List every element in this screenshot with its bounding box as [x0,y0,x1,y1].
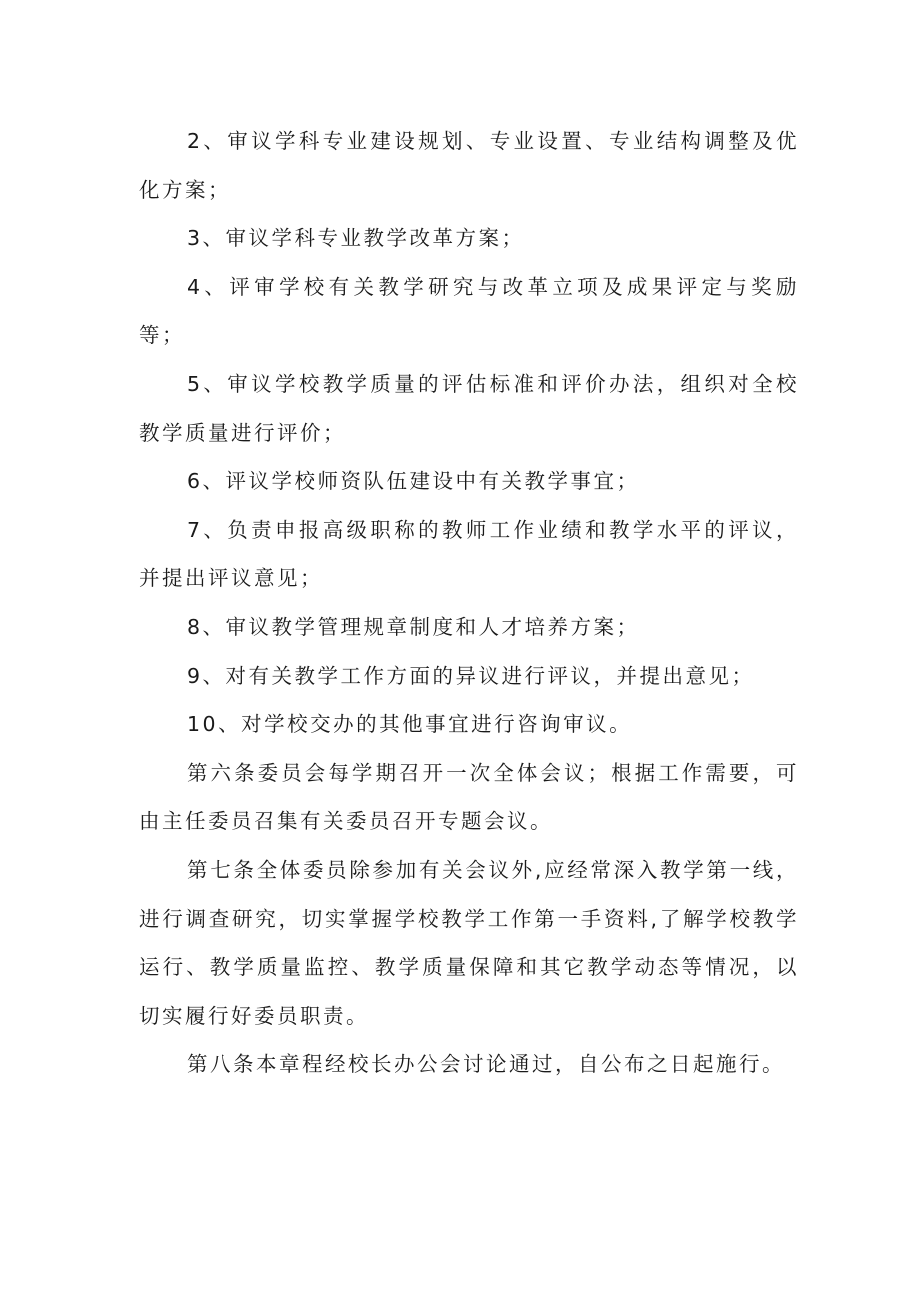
document-body [139,117,799,1089]
paragraph-item-2: 2、审议学科专业建设规划、专业设置、专业结构调整及优化方案； [139,129,799,202]
paragraph-item-6: 6、评议学校师资队伍建设中有关教学事宜； [187,469,640,494]
paragraph-article-8: 第八条本章程经校长办公会讨论通过，自公布之日起施行。 [187,1052,785,1077]
paragraph-article-7: 第七条全体委员除参加有关会议外,应经常深入教学第一线，进行调查研究，切实掌握学校教学工作第一手资料,了解学校教学运行、教学质量监控、教学质量保障和其它教学动态等情况，以切实履行好委员职责。 [139,857,799,1028]
paragraph-item-8: 8、审议教学管理规章制度和人才培养方案； [187,614,640,639]
paragraph-item-4: 4、评审学校有关教学研究与改革立项及成果评定与奖励等； [139,274,799,348]
paragraph-item-7: 7、负责申报高级职称的教师工作业绩和教学水平的评议，并提出评议意见； [139,517,799,591]
paragraph-item-3: 3、审议学科专业教学改革方案； [187,226,525,251]
paragraph-item-5: 5、审议学校教学质量的评估标准和评价办法，组织对全校教学质量进行评价； [139,371,799,445]
paragraph-article-6: 第六条委员会每学期召开一次全体会议；根据工作需要，可由主任委员召集有关委员召开专题会议。 [139,760,799,834]
paragraph-item-9: 9、对有关教学工作方面的异议进行评议，并提出意见； [187,663,755,688]
paragraph-item-10: 10、对学校交办的其他事宜进行咨询审议。 [187,712,633,737]
